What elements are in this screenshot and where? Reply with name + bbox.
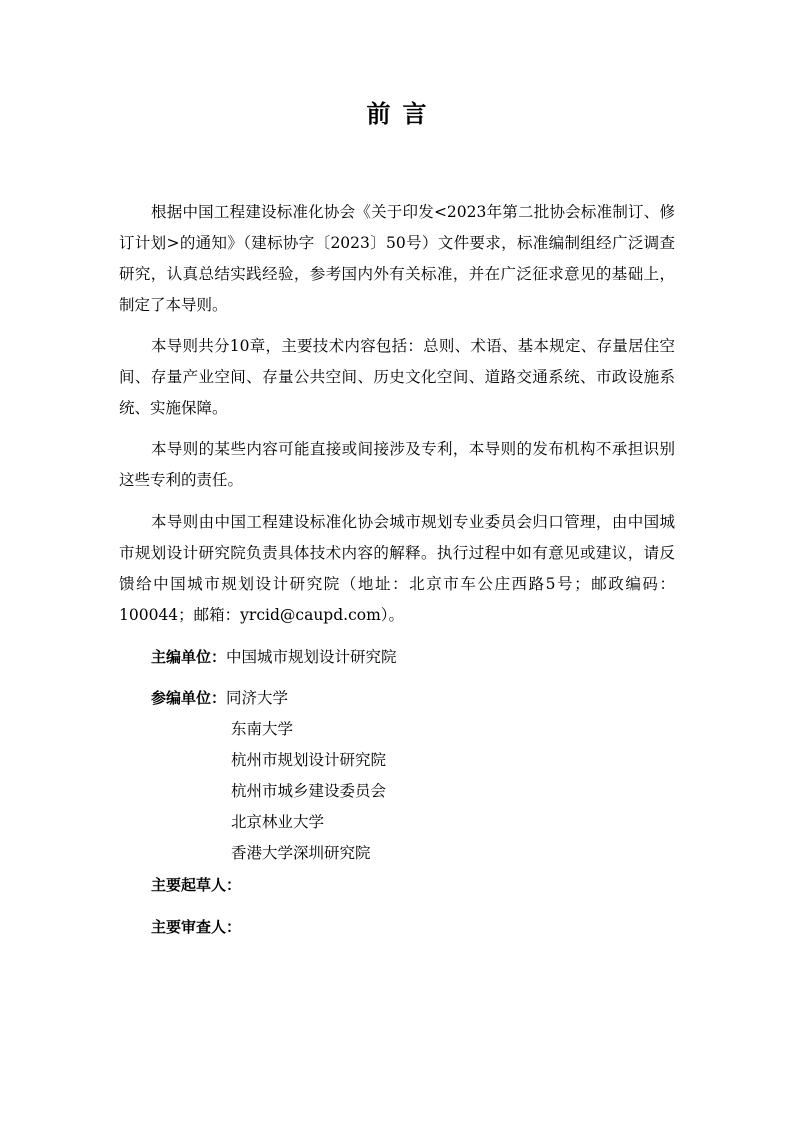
- main-drafters-row: [151, 874, 241, 896]
- participating-unit-item: 北京林业大学: [231, 813, 325, 831]
- participating-units-label: 参编单位：: [151, 689, 227, 707]
- main-drafters-label: 主要起草人：: [151, 876, 242, 894]
- participating-unit-item: 杭州市城乡建设委员会: [231, 782, 387, 800]
- paragraph-basis: 根据中国工程建设标准化协会《关于印发<2023年第二批协会标准制订、修订计划>的通知》（建标协字〔2023〕50号）文件要求，标准编制组经广泛调查研究，认真总结实践经验，参考国内外有关标准，并在广泛征求意见的基础上，制定了本导则。: [119, 203, 675, 314]
- paragraph-contents: 本导则共分10章，主要技术内容包括：总则、术语、基本规定、存量居住空间、存量产业空间、存量公共空间、历史文化空间、道路交通系统、市政设施系统、实施保障。: [119, 337, 675, 417]
- chief-unit-value: 中国城市规划设计研究院: [226, 648, 397, 666]
- chief-unit-label: 主编单位：: [151, 648, 227, 666]
- page-title: 前言: [366, 100, 439, 128]
- participating-unit-item: 东南大学: [231, 720, 294, 738]
- main-reviewers-label: 主要审查人：: [151, 918, 242, 936]
- paragraph-patent: 本导则的某些内容可能直接或间接涉及专利，本导则的发布机构不承担识别这些专利的责任。: [119, 440, 675, 489]
- participating-unit-item: 香港大学深圳研究院: [231, 844, 371, 862]
- participating-units-row: [151, 687, 288, 709]
- participating-unit-item: 同济大学: [226, 689, 289, 707]
- main-reviewers-row: [151, 916, 241, 938]
- paragraph-management: 本导则由中国工程建设标准化协会城市规划专业委员会归口管理，由中国城市规划设计研究院负责具体技术内容的解释。执行过程中如有意见或建议，请反馈给中国城市规划设计研究院（地址：北京市车公庄西路5号；邮政编码：100044；邮箱：yrcid@caupd.com）。: [119, 513, 675, 624]
- chief-unit-row: [151, 646, 397, 668]
- participating-unit-item: 杭州市规划设计研究院: [231, 751, 387, 769]
